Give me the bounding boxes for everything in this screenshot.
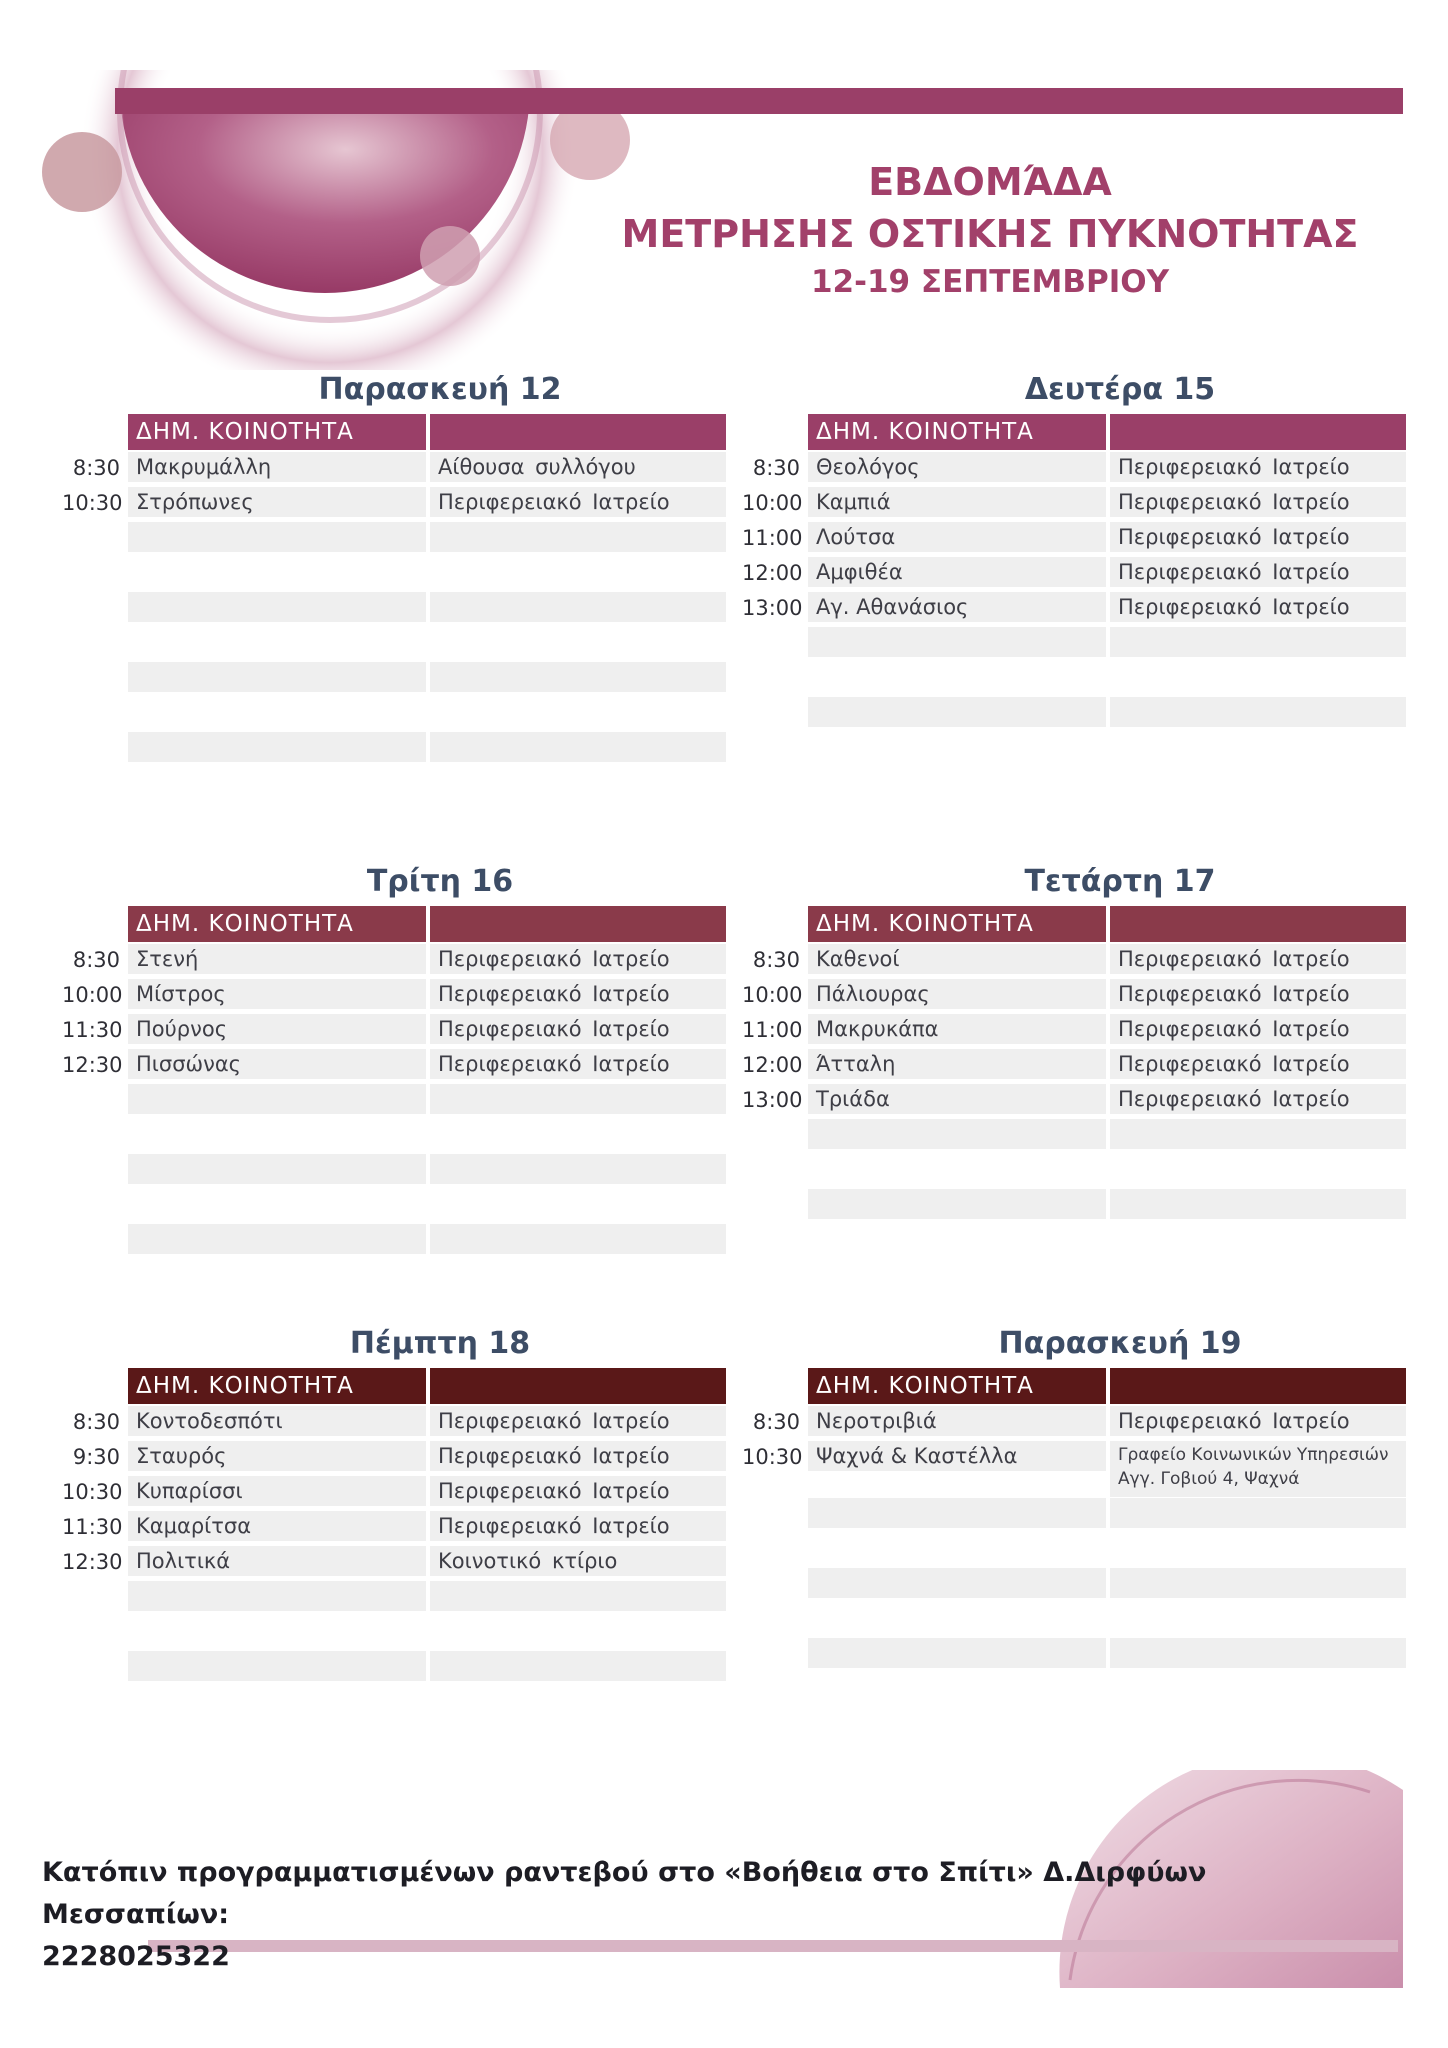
time-cell: 10:30: [62, 1480, 123, 1504]
schedule-row: [62, 1511, 726, 1545]
venue-cell: Γραφείο Κοινωνικών Υπηρεσιών Αγγ. Γοβιού 4, Ψαχνά: [1110, 1441, 1406, 1497]
empty-row: [742, 1154, 1406, 1188]
community-cell: Θεολόγος: [808, 452, 1106, 482]
time-cell: 8:30: [752, 456, 800, 480]
venue-cell: Περιφερειακό Ιατρείο: [1110, 557, 1406, 587]
day-block-wednesday-17: [742, 864, 1424, 1304]
empty-row: [62, 1651, 726, 1685]
day-title: Δευτέρα 15: [1024, 372, 1216, 407]
venue-cell: Περιφερειακό Ιατρείο: [1110, 1049, 1406, 1079]
community-cell: Κοντοδεσπότι: [128, 1406, 426, 1436]
schedule-row: [742, 979, 1406, 1013]
time-cell: 12:30: [62, 1053, 123, 1077]
column-header-community: ΔΗΜ. ΚΟΙΝΟΤΗΤΑ: [128, 906, 426, 942]
empty-row: [62, 1686, 726, 1720]
empty-row: [62, 1154, 726, 1188]
venue-cell: Περιφερειακό Ιατρείο: [1110, 979, 1406, 1009]
schedule-row: [742, 452, 1406, 486]
day-block-monday-15: [742, 372, 1424, 812]
empty-row: [62, 1224, 726, 1258]
community-cell: Στρόπωνες: [128, 487, 426, 517]
venue-cell: Περιφερειακό Ιατρείο: [1110, 944, 1406, 974]
empty-cell: [1110, 627, 1406, 657]
day-block-friday-19: [742, 1326, 1424, 1766]
empty-row: [742, 697, 1406, 731]
column-header-community: ΔΗΜ. ΚΟΙΝΟΤΗΤΑ: [128, 414, 426, 450]
empty-row: [742, 1673, 1406, 1707]
empty-cell: [1110, 1119, 1406, 1149]
community-cell: Καμαρίτσα: [128, 1511, 426, 1541]
time-cell: 9:30: [72, 1445, 120, 1469]
schedule-row: [62, 1406, 726, 1440]
empty-row: [742, 1189, 1406, 1223]
community-cell: Λούτσα: [808, 522, 1106, 552]
community-cell: Αγ. Αθανάσιος: [808, 592, 1106, 622]
column-header-blank: [1110, 1368, 1406, 1404]
empty-cell: [1110, 1568, 1406, 1598]
community-cell: Μίστρος: [128, 979, 426, 1009]
empty-cell: [1110, 1189, 1406, 1219]
empty-row: [742, 662, 1406, 696]
footer-phone: 2228025322: [42, 1941, 230, 1972]
footer-note: [42, 1852, 1342, 1978]
community-cell: Τριάδα: [808, 1084, 1106, 1114]
empty-cell: [430, 1581, 726, 1611]
schedule-row: [62, 1546, 726, 1580]
empty-row: [742, 732, 1406, 766]
column-header-community: ΔΗΜ. ΚΟΙΝΟΤΗΤΑ: [128, 1368, 426, 1404]
time-cell: 8:30: [72, 1410, 120, 1434]
community-cell: Νεροτριβιά: [808, 1406, 1106, 1436]
empty-row: [62, 522, 726, 556]
schedule-row: [742, 1441, 1406, 1489]
empty-row: [62, 1616, 726, 1650]
venue-cell: Περιφερειακό Ιατρείο: [430, 944, 726, 974]
time-cell: 12:00: [742, 1053, 803, 1077]
venue-cell: Περιφερειακό Ιατρείο: [430, 1406, 726, 1436]
venue-cell: Κοινοτικό κτίριο: [430, 1546, 726, 1576]
empty-row: [742, 1533, 1406, 1567]
empty-row: [62, 697, 726, 731]
schedule-row: [742, 522, 1406, 556]
empty-row: [742, 1568, 1406, 1602]
column-header-blank: [430, 1368, 726, 1404]
community-cell: Πούρνος: [128, 1014, 426, 1044]
time-cell: 11:30: [62, 1018, 123, 1042]
empty-row: [742, 1119, 1406, 1153]
empty-cell: [430, 1651, 726, 1681]
day-title: Τρίτη 16: [366, 864, 514, 899]
venue-cell: Περιφερειακό Ιατρείο: [1110, 1014, 1406, 1044]
empty-cell: [128, 522, 426, 552]
venue-cell: Περιφερειακό Ιατρείο: [1110, 592, 1406, 622]
community-cell: Αμφιθέα: [808, 557, 1106, 587]
time-cell: 10:00: [742, 491, 803, 515]
day-title: Παρασκευή 19: [998, 1326, 1242, 1361]
empty-cell: [430, 522, 726, 552]
time-cell: 13:00: [742, 1088, 803, 1112]
venue-cell: Περιφερειακό Ιατρείο: [1110, 452, 1406, 482]
column-header-blank: [430, 906, 726, 942]
empty-cell: [808, 1119, 1106, 1149]
empty-row: [62, 1084, 726, 1118]
venue-cell: Περιφερειακό Ιατρείο: [1110, 1406, 1406, 1436]
empty-row: [62, 1119, 726, 1153]
time-cell: 8:30: [72, 948, 120, 972]
empty-row: [62, 662, 726, 696]
empty-row: [62, 732, 726, 766]
schedule-row: [742, 1406, 1406, 1440]
venue-cell: Περιφερειακό Ιατρείο: [1110, 522, 1406, 552]
day-title: Παρασκευή 12: [318, 372, 562, 407]
empty-cell: [808, 1568, 1106, 1598]
column-header-blank: [1110, 906, 1406, 942]
community-cell: Μακρυκάπα: [808, 1014, 1106, 1044]
empty-row: [742, 1498, 1406, 1532]
schedule-row: [742, 487, 1406, 521]
empty-row: [742, 627, 1406, 661]
community-cell: Πάλιουρας: [808, 979, 1106, 1009]
empty-row: [62, 1581, 726, 1615]
column-header-blank: [430, 414, 726, 450]
empty-row: [62, 627, 726, 661]
empty-cell: [128, 732, 426, 762]
empty-cell: [1110, 697, 1406, 727]
schedule-row: [62, 487, 726, 521]
time-cell: 10:30: [742, 1445, 803, 1469]
day-title: Τετάρτη 17: [1024, 864, 1216, 899]
community-cell: Μακρυμάλλη: [128, 452, 426, 482]
column-header-community: ΔΗΜ. ΚΟΙΝΟΤΗΤΑ: [808, 906, 1106, 942]
community-cell: Κυπαρίσσι: [128, 1476, 426, 1506]
venue-cell: Περιφερειακό Ιατρείο: [1110, 487, 1406, 517]
empty-cell: [808, 627, 1106, 657]
time-cell: 11:30: [62, 1515, 123, 1539]
community-cell: Στενή: [128, 944, 426, 974]
empty-row: [742, 1638, 1406, 1672]
time-cell: 12:30: [62, 1550, 123, 1574]
column-header-blank: [1110, 414, 1406, 450]
time-cell: 10:00: [62, 983, 123, 1007]
time-cell: 10:00: [742, 983, 803, 1007]
time-cell: 13:00: [742, 596, 803, 620]
title-line-1: ΕΒΔΟΜΆΔΑ: [868, 160, 1112, 204]
community-cell: Καμπιά: [808, 487, 1106, 517]
venue-cell: Περιφερειακό Ιατρείο: [430, 1049, 726, 1079]
day-block-tuesday-16: [62, 864, 744, 1304]
schedule-row: [742, 557, 1406, 591]
empty-cell: [430, 592, 726, 622]
title-line-2: ΜΕΤΡΗΣΗΣ ΟΣΤΙΚΗΣ ΠΥΚΝΟΤΗΤΑΣ: [621, 212, 1359, 256]
day-block-friday-12: [62, 372, 744, 812]
venue-cell: Περιφερειακό Ιατρείο: [430, 1476, 726, 1506]
empty-cell: [1110, 1638, 1406, 1668]
footer-line-1: Κατόπιν προγραμματισμένων ραντεβού στο «Βοήθεια στο Σπίτι» Δ.Διρφύων Μεσσαπίων:: [42, 1857, 1207, 1930]
empty-cell: [808, 697, 1106, 727]
venue-cell: Περιφερειακό Ιατρείο: [430, 979, 726, 1009]
empty-cell: [430, 732, 726, 762]
schedule-row: [62, 944, 726, 978]
community-cell: Πισσώνας: [128, 1049, 426, 1079]
community-cell: Σταυρός: [128, 1441, 426, 1471]
schedule-row: [62, 1049, 726, 1083]
empty-cell: [1110, 1498, 1406, 1528]
time-cell: 8:30: [72, 456, 120, 480]
empty-cell: [430, 1224, 726, 1254]
time-cell: 10:30: [62, 491, 123, 515]
empty-row: [742, 1603, 1406, 1637]
time-cell: 11:00: [742, 526, 803, 550]
top-accent-bar: [115, 88, 1403, 114]
community-cell: Καθενοί: [808, 944, 1106, 974]
venue-cell: Περιφερειακό Ιατρείο: [430, 487, 726, 517]
empty-cell: [128, 1224, 426, 1254]
empty-cell: [430, 662, 726, 692]
column-header-community: ΔΗΜ. ΚΟΙΝΟΤΗΤΑ: [808, 1368, 1106, 1404]
empty-cell: [128, 592, 426, 622]
community-cell: Ψαχνά & Καστέλλα: [808, 1441, 1106, 1471]
empty-cell: [128, 1154, 426, 1184]
venue-cell: Αίθουσα συλλόγου: [430, 452, 726, 482]
empty-cell: [430, 1154, 726, 1184]
empty-cell: [808, 1189, 1106, 1219]
empty-cell: [128, 1651, 426, 1681]
schedule-row: [742, 1049, 1406, 1083]
empty-cell: [808, 1638, 1106, 1668]
empty-row: [62, 592, 726, 626]
empty-cell: [128, 1581, 426, 1611]
schedule-row: [62, 452, 726, 486]
empty-cell: [128, 662, 426, 692]
community-cell: Πολιτικά: [128, 1546, 426, 1576]
title-dates: 12-19 ΣΕΠΤΕΜΒΡΙΟΥ: [810, 264, 1170, 300]
schedule-row: [742, 944, 1406, 978]
schedule-row: [742, 592, 1406, 626]
time-cell: 8:30: [752, 1410, 800, 1434]
column-header-community: ΔΗΜ. ΚΟΙΝΟΤΗΤΑ: [808, 414, 1106, 450]
venue-cell: Περιφερειακό Ιατρείο: [1110, 1084, 1406, 1114]
empty-row: [742, 1224, 1406, 1258]
time-cell: 11:00: [742, 1018, 803, 1042]
schedule-row: [62, 979, 726, 1013]
schedule-row: [62, 1476, 726, 1510]
venue-cell: Περιφερειακό Ιατρείο: [430, 1014, 726, 1044]
empty-row: [62, 1189, 726, 1223]
time-cell: 8:30: [752, 948, 800, 972]
empty-cell: [430, 1084, 726, 1114]
schedule-row: [742, 1084, 1406, 1118]
day-block-thursday-18: [62, 1326, 744, 1766]
schedule-row: [742, 1014, 1406, 1048]
community-cell: Άτταλη: [808, 1049, 1106, 1079]
schedule-row: [62, 1014, 726, 1048]
time-cell: 12:00: [742, 561, 803, 585]
venue-cell: Περιφερειακό Ιατρείο: [430, 1511, 726, 1541]
schedule-row: [62, 1441, 726, 1475]
empty-cell: [128, 1084, 426, 1114]
day-title: Πέμπτη 18: [349, 1326, 531, 1361]
empty-row: [62, 557, 726, 591]
venue-cell: Περιφερειακό Ιατρείο: [430, 1441, 726, 1471]
empty-cell: [808, 1498, 1106, 1528]
